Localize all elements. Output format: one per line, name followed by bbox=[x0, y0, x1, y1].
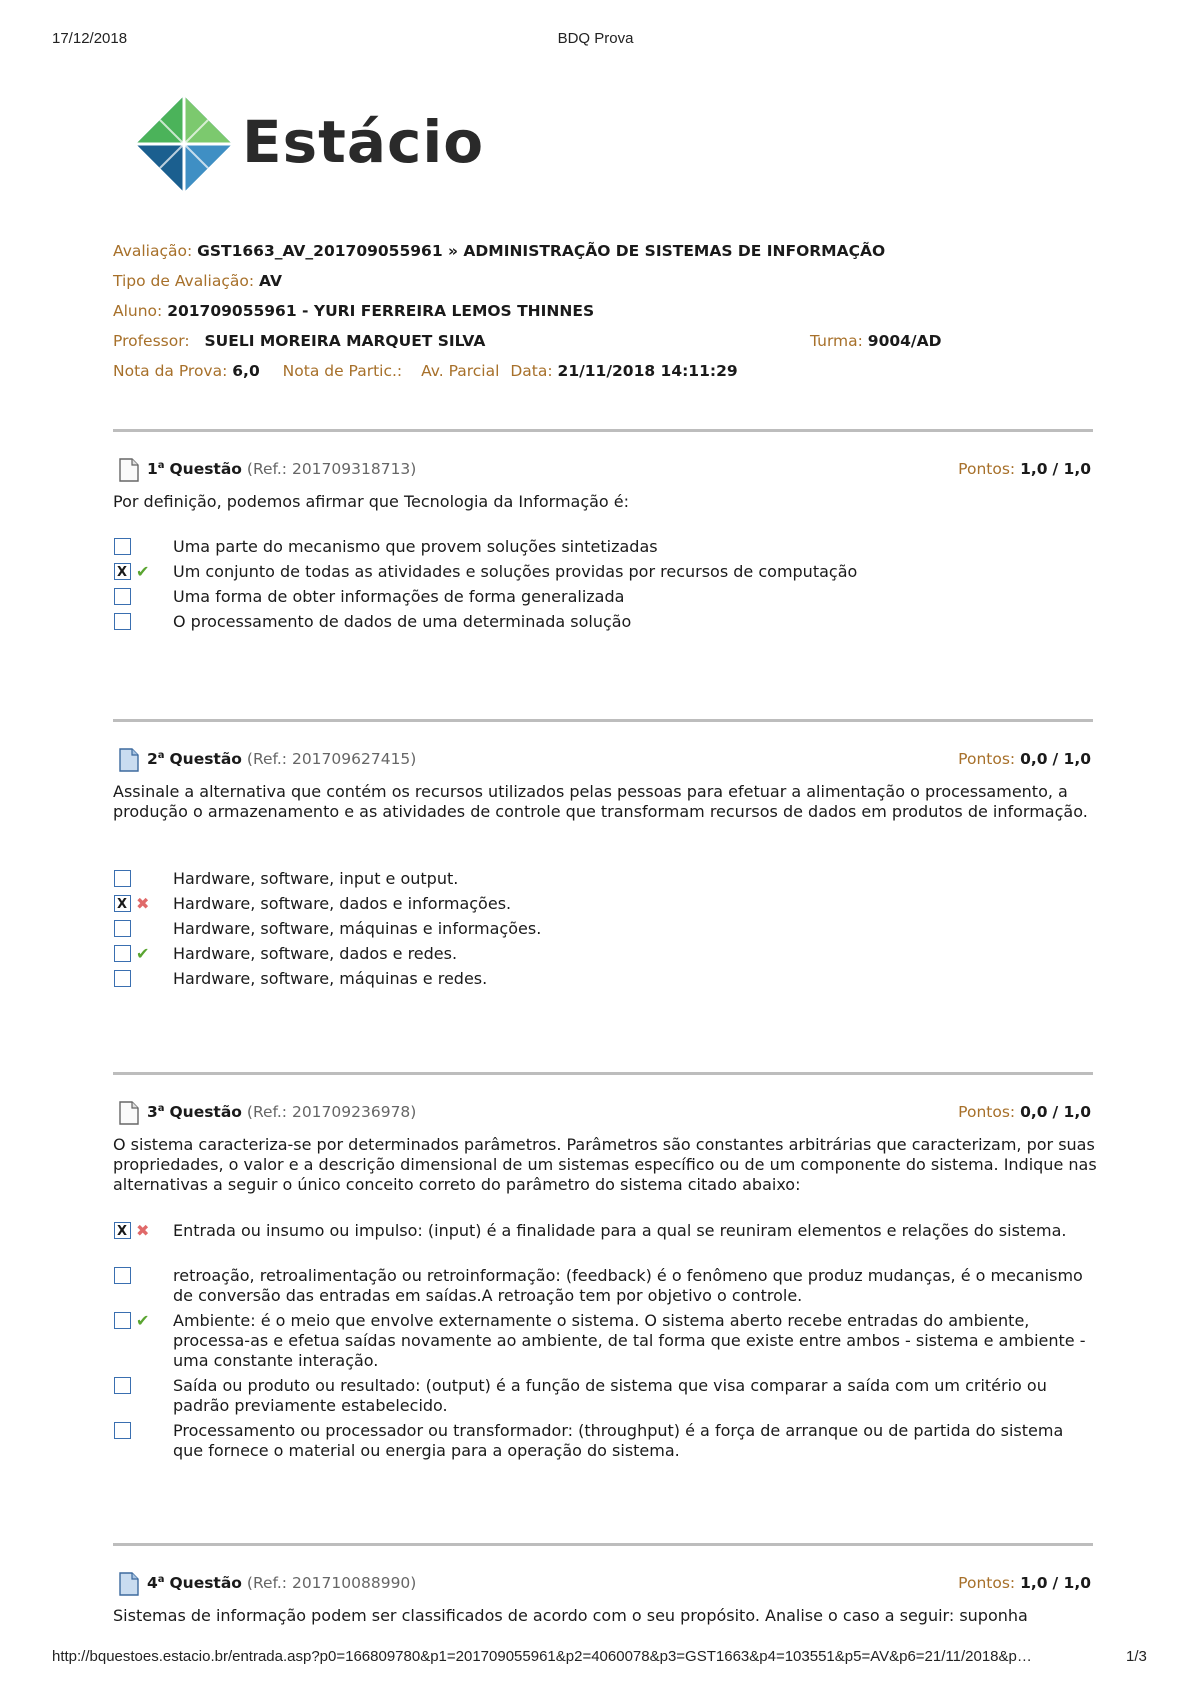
wrong-x-icon: ✖ bbox=[136, 894, 150, 913]
checkbox[interactable] bbox=[114, 1377, 131, 1394]
exam-avaliacao: Avaliação: GST1663_AV_201709055961 » ADMINISTRAÇÃO DE SISTEMAS DE INFORMAÇÃO bbox=[113, 242, 886, 260]
question-points: Pontos: 1,0 / 1,0 bbox=[958, 1574, 1091, 1592]
checkbox[interactable] bbox=[114, 538, 131, 555]
checkbox[interactable] bbox=[114, 870, 131, 887]
estacio-diamond-icon bbox=[134, 94, 234, 194]
checkbox[interactable] bbox=[114, 1267, 131, 1284]
checkbox-checked[interactable] bbox=[114, 563, 131, 580]
checkbox[interactable] bbox=[114, 1312, 131, 1329]
document-icon bbox=[118, 1101, 140, 1125]
checkbox[interactable] bbox=[114, 1422, 131, 1439]
question-header: 3$^a$ Questão (Ref.: 201709236978) Pontos: 0,0 / 1,0 bbox=[113, 1101, 1093, 1125]
print-url: http://bquestoes.estacio.br/entrada.asp?p0=166809780&p1=201709055961&p2=4060078&p3=GST1663&p4=103551&p5=AV&p6=21/11/2018&p… bbox=[52, 1648, 1032, 1665]
wrong-x-icon: ✖ bbox=[136, 1221, 150, 1240]
question-points: Pontos: 1,0 / 1,0 bbox=[958, 460, 1091, 478]
exam-professor: Professor: SUELI MOREIRA MARQUET SILVA bbox=[113, 332, 486, 350]
section-divider bbox=[113, 719, 1093, 722]
exam-notas: Nota da Prova: 6,0 Nota de Partic.: Av. Parcial Data: 21/11/2018 14:11:29 bbox=[113, 362, 738, 380]
exam-turma: Turma: 9004/AD bbox=[810, 332, 942, 350]
section-divider bbox=[113, 1543, 1093, 1546]
exam-tipo: Tipo de Avaliação: AV bbox=[113, 272, 282, 290]
section-divider bbox=[113, 1072, 1093, 1075]
print-title: BDQ Prova bbox=[557, 30, 634, 47]
correct-check-icon: ✔ bbox=[136, 944, 150, 963]
document-icon bbox=[118, 458, 140, 482]
print-page-number: 1/3 bbox=[1126, 1648, 1147, 1665]
document-icon bbox=[118, 748, 140, 772]
checkbox[interactable] bbox=[114, 613, 131, 630]
question-stem: Por definição, podemos afirmar que Tecnologia da Informação é: bbox=[113, 492, 630, 511]
correct-check-icon: ✔ bbox=[136, 562, 150, 581]
question-header: 2$^a$ Questão (Ref.: 201709627415) Pontos: 0,0 / 1,0 bbox=[113, 748, 1093, 772]
question-header: 4$^a$ Questão (Ref.: 201710088990) Pontos: 1,0 / 1,0 bbox=[113, 1572, 1093, 1596]
question-stem: Sistemas de informação podem ser classificados de acordo com o seu propósito. Analise o caso a seguir: suponha bbox=[113, 1606, 1028, 1625]
question-points: Pontos: 0,0 / 1,0 bbox=[958, 1103, 1091, 1121]
question-header: 1$^a$ Questão (Ref.: 201709318713) Pontos: 1,0 / 1,0 bbox=[113, 458, 1093, 482]
checkbox-checked[interactable] bbox=[114, 895, 131, 912]
checkbox[interactable] bbox=[114, 970, 131, 987]
question-stem: Assinale a alternativa que contém os recursos utilizados pelas pessoas para efetuar a alimentação o processamento, a produção o armazenamento e as atividades de controle que transformam recursos de dados em produtos de informação. bbox=[113, 782, 1088, 821]
checkbox-checked[interactable] bbox=[114, 1222, 131, 1239]
estacio-logo bbox=[134, 94, 485, 194]
checkbox[interactable] bbox=[114, 588, 131, 605]
correct-check-icon: ✔ bbox=[136, 1311, 150, 1330]
logo-text: Estácio bbox=[242, 108, 485, 176]
checkbox[interactable] bbox=[114, 945, 131, 962]
section-divider bbox=[113, 429, 1093, 432]
document-icon bbox=[118, 1572, 140, 1596]
print-date: 17/12/2018 bbox=[52, 30, 128, 47]
question-points: Pontos: 0,0 / 1,0 bbox=[958, 750, 1091, 768]
checkbox[interactable] bbox=[114, 920, 131, 937]
question-stem: O sistema caracteriza-se por determinados parâmetros. Parâmetros são constantes arbitrárias que caracterizam, por suas propriedades, o valor e a descrição dimensional de um sistemas específico ou de um componente do sistema. Indique nas alternativas a seguir o único conceito correto do parâmetro do sistema citado abaixo: bbox=[113, 1135, 1097, 1194]
exam-aluno: Aluno: 201709055961 - YURI FERREIRA LEMOS THINNES bbox=[113, 302, 595, 320]
